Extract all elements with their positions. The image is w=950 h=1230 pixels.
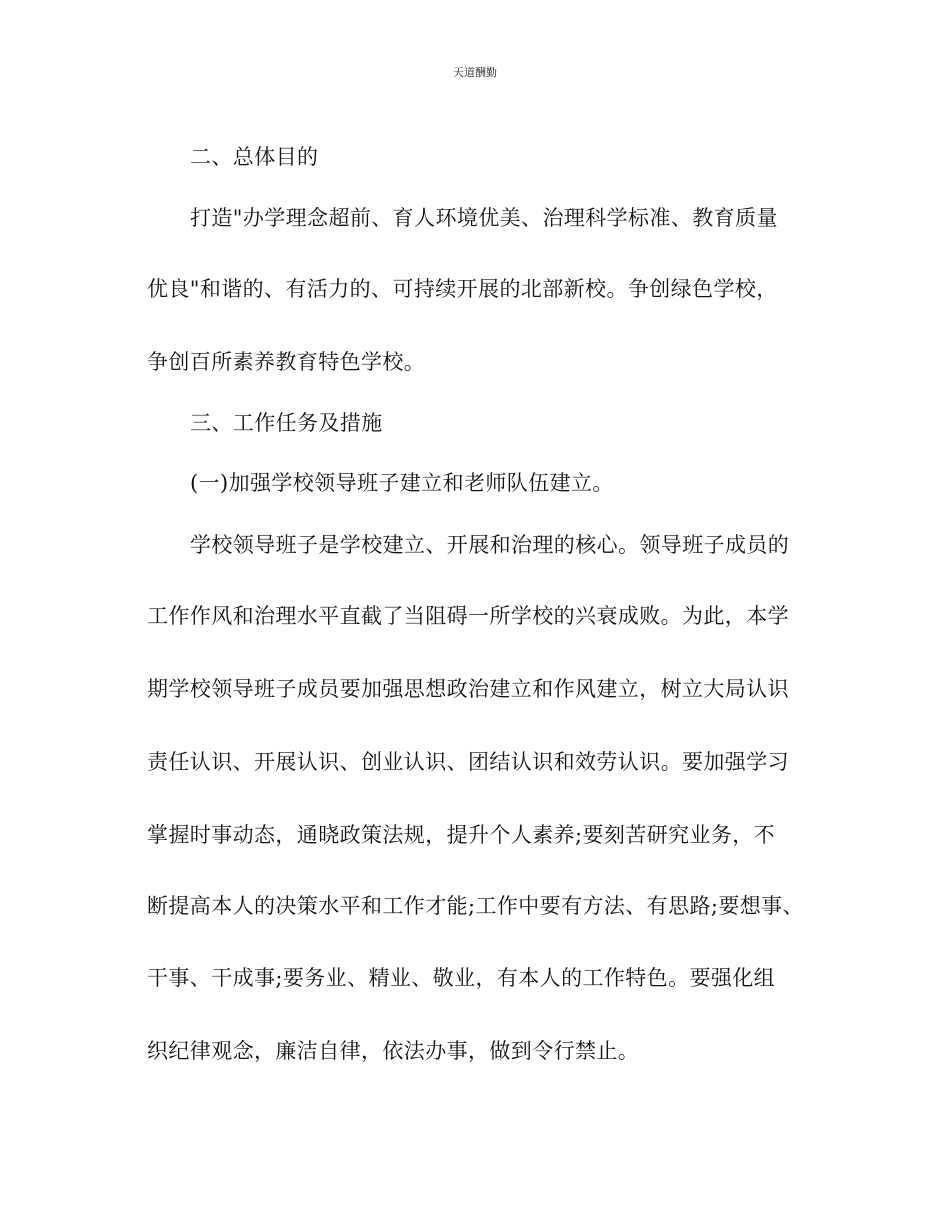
paragraph-line: 工作作风和治理水平直截了当阻碍一所学校的兴衰成败。为此，本学: [147, 604, 789, 628]
heading-overall-goal: 二、总体目的: [190, 145, 319, 169]
paragraph-line: 织纪律观念，廉洁自律，依法办事，做到令行禁止。: [147, 1039, 640, 1063]
running-header: 天道酬勤: [453, 66, 497, 79]
paragraph-line: 掌握时事动态，通晓政策法规，提升个人素养;要刻苦研究业务，不: [147, 823, 776, 847]
subheading-leadership: (一)加强学校领导班子建立和老师队伍建立。: [190, 471, 614, 495]
paragraph-line: 责任认识、开展认识、创业认识、团结认识和效劳认识。要加强学习: [147, 750, 789, 774]
paragraph-line: 学校领导班子是学校建立、开展和治理的核心。领导班子成员的: [190, 533, 790, 557]
paragraph-line: 优良"和谐的、有活力的、可持续开展的北部新校。争创绿色学校，: [147, 277, 778, 301]
paragraph-line: 争创百所素养教育特色学校。: [147, 350, 426, 374]
paragraph-line: 打造"办学理念超前、育人环境优美、治理科学标准、教育质量: [190, 206, 778, 230]
paragraph-line: 期学校领导班子成员要加强思想政治建立和作风建立，树立大局认识: [147, 677, 789, 701]
heading-tasks-measures: 三、工作任务及措施: [190, 411, 383, 435]
paragraph-line: 干事、干成事;要务业、精业、敬业，有本人的工作特色。要强化组: [147, 966, 776, 990]
paragraph-line: 断提高本人的决策水平和工作才能;工作中要有方法、有思路;要想事、: [147, 894, 804, 918]
